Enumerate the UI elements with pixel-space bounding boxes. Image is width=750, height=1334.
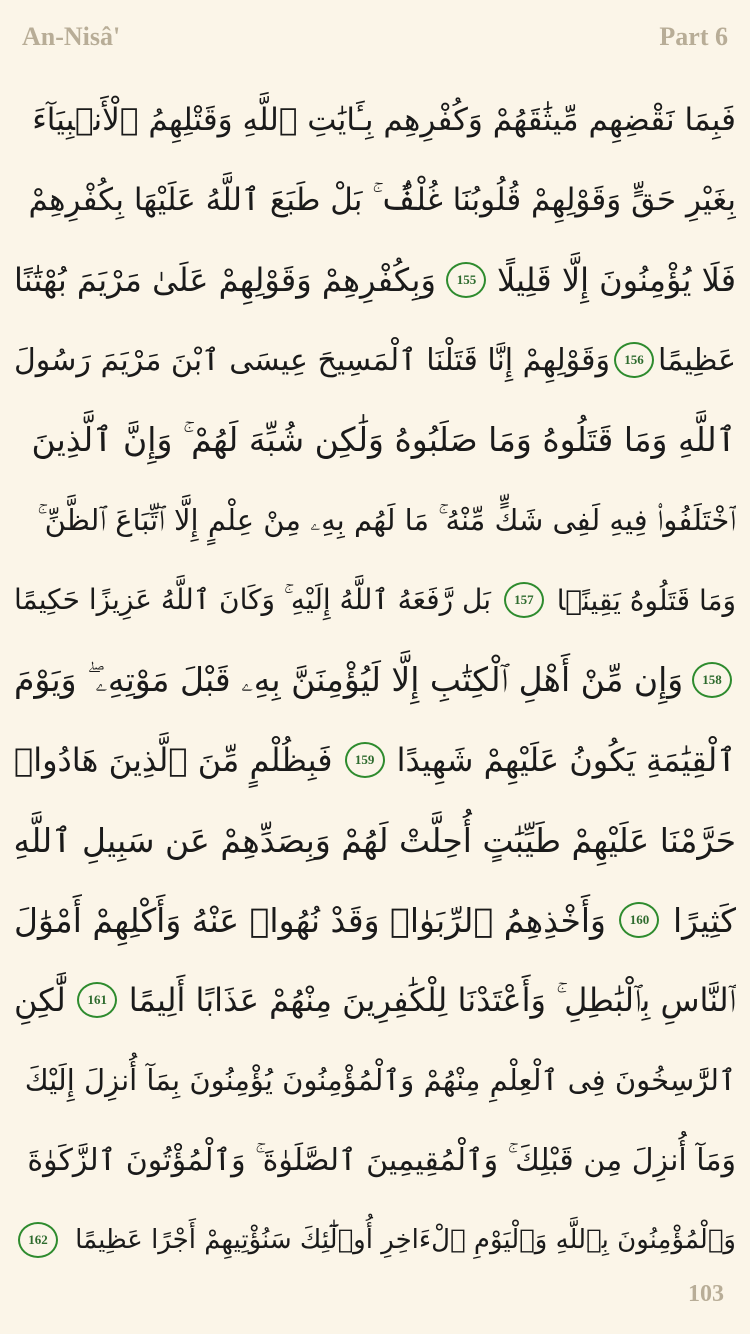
- verse-text: وَإِن مِّنْ أَهْلِ ٱلْكِتَٰبِ إِلَّا لَيُؤْمِنَنَّ بِهِۦ قَبْلَ مَوْتِهِۦ ۖ وَيَوْمَ: [14, 660, 684, 699]
- verse-text: فَبِظُلْمٍ مِّنَ ٱلَّذِينَ هَادُوا۟: [14, 741, 333, 779]
- verse-text: ٱخْتَلَفُوا۟ فِيهِ لَفِى شَكٍّ مِّنْهُ ۚ مَا لَهُم بِهِۦ مِنْ عِلْمٍ إِلَّا ٱتِّبَاعَ ٱلظَّنِّ ۚ: [37, 502, 736, 537]
- text-line: [14, 560, 736, 640]
- verse-text: حَرَّمْنَا عَلَيْهِمْ طَيِّبَٰتٍ أُحِلَّتْ لَهُمْ وَبِصَدِّهِمْ عَن سَبِيلِ ٱللَّهِ: [14, 820, 736, 860]
- text-line: [14, 240, 736, 320]
- ayah-number-marker: 159: [345, 742, 385, 778]
- verse-text: وَمَآ أُنزِلَ مِن قَبْلِكَ ۚ وَٱلْمُقِيمِينَ ٱلصَّلَوٰةَ ۚ وَٱلْمُؤْتُونَ ٱلزَّكَوٰةَ: [27, 1142, 736, 1178]
- text-line: [14, 160, 736, 240]
- quran-text-block: [14, 80, 736, 1280]
- text-line: [14, 1200, 736, 1280]
- ayah-number-marker: 160: [619, 902, 659, 938]
- verse-text: وَقَوْلِهِمْ إِنَّا قَتَلْنَا ٱلْمَسِيحَ عِيسَى ٱبْنَ مَرْيَمَ رَسُولَ: [14, 342, 610, 378]
- verse-text: لَّٰكِنِ: [14, 981, 66, 1019]
- text-line: [14, 480, 736, 560]
- verse-text: ٱلْقِيَٰمَةِ يَكُونُ عَلَيْهِمْ شَهِيدًا: [396, 741, 736, 779]
- verse-text: بِغَيْرِ حَقٍّ وَقَوْلِهِمْ قُلُوبُنَا غُلْفٌۢ ۚ بَلْ طَبَعَ ٱللَّهُ عَلَيْهَا بِكُفْرِهِمْ: [28, 181, 736, 218]
- text-line: [14, 800, 736, 880]
- page-header: [0, 0, 750, 80]
- surah-name: An-Nisâ': [22, 22, 121, 51]
- text-line: [14, 80, 736, 160]
- verse-text: فَلَا يُؤْمِنُونَ إِلَّا قَلِيلًا: [497, 261, 736, 299]
- verse-text: وَٱلْمُؤْمِنُونَ بِٱللَّهِ وَٱلْيَوْمِ ٱلْءَاخِرِ أُو۟لَٰٓئِكَ سَنُؤْتِيهِمْ أَجْرًا عَظِيمًا: [75, 1225, 736, 1255]
- verse-text: ٱلنَّاسِ بِٱلْبَٰطِلِ ۚ وَأَعْتَدْنَا لِلْكَٰفِرِينَ مِنْهُمْ عَذَابًا أَلِيمًا: [128, 980, 736, 1019]
- text-line: [14, 400, 736, 480]
- text-line: [14, 880, 736, 960]
- text-line: [14, 320, 736, 400]
- text-line: [14, 1040, 736, 1120]
- text-line: [14, 1120, 736, 1200]
- verse-text: وَأَخْذِهِمُ ٱلرِّبَوٰا۟ وَقَدْ نُهُوا۟ عَنْهُ وَأَكْلِهِمْ أَمْوَٰلَ: [14, 900, 606, 940]
- verse-text: فَبِمَا نَقْضِهِم مِّيثَٰقَهُمْ وَكُفْرِهِم بِـَٔايَٰتِ ٱللَّهِ وَقَتْلِهِمُ ٱلْأَنۢبِيَآءَ: [32, 102, 736, 138]
- ayah-number-marker: 155: [446, 262, 486, 298]
- ayah-number-marker: 161: [77, 982, 117, 1018]
- text-line: [14, 720, 736, 800]
- part-name: Part 6: [659, 22, 728, 51]
- ayah-number-marker: 157: [504, 582, 544, 618]
- text-line: [14, 640, 736, 720]
- verse-text: ٱللَّهِ وَمَا قَتَلُوهُ وَمَا صَلَبُوهُ وَلَٰكِن شُبِّهَ لَهُمْ ۚ وَإِنَّ ٱلَّذِينَ: [31, 420, 736, 459]
- ayah-number-marker: 162: [18, 1222, 58, 1258]
- verse-text: وَبِكُفْرِهِمْ وَقَوْلِهِمْ عَلَىٰ مَرْيَمَ بُهْتَٰنًا: [14, 261, 436, 299]
- verse-text: وَمَا قَتَلُوهُ يَقِينًۢا: [556, 583, 736, 617]
- ayah-number-marker: 158: [692, 662, 732, 698]
- page-number: 103: [688, 1281, 724, 1307]
- verse-text: عَظِيمًا: [657, 342, 736, 378]
- verse-text: ٱلرَّٰسِخُونَ فِى ٱلْعِلْمِ مِنْهُمْ وَٱلْمُؤْمِنُونَ يُؤْمِنُونَ بِمَآ أُنزِلَ إِلَيْكَ: [24, 1063, 736, 1097]
- text-line: [14, 960, 736, 1040]
- ayah-number-marker: 156: [614, 342, 654, 378]
- verse-text: كَثِيرًا: [672, 900, 736, 940]
- verse-text: بَل رَّفَعَهُ ٱللَّهُ إِلَيْهِ ۚ وَكَانَ ٱللَّهُ عَزِيزًا حَكِيمًا: [14, 583, 491, 616]
